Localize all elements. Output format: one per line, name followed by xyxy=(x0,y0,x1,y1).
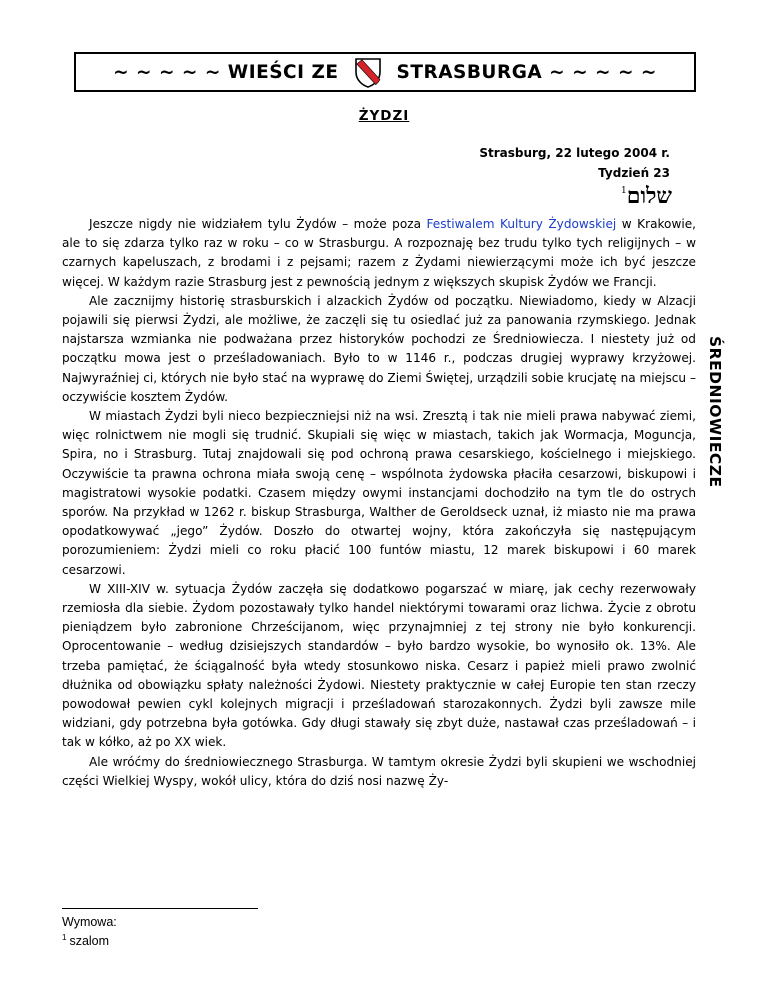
footnote-label: Wymowa: xyxy=(62,915,117,929)
paragraph: Ale wróćmy do średniowiecznego Strasburga. W tamtym okresie Żydzi byli skupieni we wschodniej części Wielkiej Wyspy, wokół ulicy, która do dziś nosi nazwę Ży- xyxy=(62,754,696,788)
hebrew-word: שלום xyxy=(626,183,672,209)
paragraph: Ale zacznijmy historię strasburskich i alzackich Żydów od początku. Niewiadomo, kiedy w Alzacji pojawili się pierwsi Żydzi, ale możliwe, że zaczęli się tu osiedlać już za panowania rzymskiego. Jednak najstarsza wzmianka nie podważana przez historyków pochodzi ze Średniowiecza. I niestety już od początku mowa jest o prześladowaniach. Było to w 1146 r., podczas drugiej wyprawy krzyżowej. Najwyraźniej ci, których nie było stać na wyprawę do Ziemi Świętej, urządzili sobie krucjatę na miejscu – oczywiście kosztem Żydów. xyxy=(62,293,696,404)
footnote-ref: 1 xyxy=(621,186,627,196)
article-body xyxy=(62,215,696,791)
footnote-number: 1 xyxy=(62,933,67,942)
paragraph: W XIII-XIV w. sytuacja Żydów zaczęła się dodatkowo pogarszać w miarę, jak cechy rezerwowały rzemiosła dla siebie. Żydom pozostawały tylko handel niektórymi towarami oraz lichwa. Życie z obrotu pieniądzem było zabronione Chrześcijanom, więc przynajmniej z tej strony nie było konkurencji. Oprocentowanie – według dzisiejszych standardów – było bardzo wysokie, bo wynosiło ok. 13%. Ale trzeba pamiętać, że ściągalność była wtedy stosunkowo niska. Cesarz i papież mieli prawo zwolnić dłużnika od obowiązku spłaty należności Żydowi. Niestety praktycznie w całej Europie ten stan rzeczy powodował pewien cykl kolejnych migracji i prześladowań starozakonnych. Żydzi byli zawsze mile widziani, gdy potrzebna była gotówka. Gdy długi stawały się zbyt duże, nastawał czas prześladowań – i tak w kółko, aż po XX wiek. xyxy=(62,581,696,750)
footnote-text: szalom xyxy=(69,934,110,949)
footnote-divider xyxy=(62,908,258,909)
masthead-left-text: ~ ~ ~ ~ ~ WIEŚCI ZE xyxy=(113,61,339,83)
paragraph xyxy=(62,215,696,292)
paragraph-text: w Krakowie, ale to się zdarza tylko raz w roku – co w Strasburgu. A rozpoznaję bez trudu tylko tych religijnych – w czarnych kapeluszach, z brodami i z pejsami; razem z Żydami niewierzącymi może ich być jeszcze więcej. W każdym razie Strasburg jest z pewnością jednym z większych skupisk Żydów we Francji. xyxy=(62,217,696,289)
dateline-place-date: Strasburg, 22 lutego 2004 r. xyxy=(479,146,670,160)
dateline xyxy=(479,143,670,183)
strasbourg-coat-of-arms-icon xyxy=(353,56,383,88)
dateline-week: Tydzień 23 xyxy=(598,166,670,180)
footnote-entry xyxy=(62,930,117,949)
paragraph: W miastach Żydzi byli nieco bezpieczniejsi niż na wsi. Zresztą i tak nie mieli prawa nabywać ziemi, więc rolnictwem nie mogli się trudnić. Skupiali się więc w miastach, takich jak Wormacja, Moguncja, Spira, no i Strasburg. Tutaj znajdowali się pod ochroną prawa cesarskiego, kościelnego i miejskiego. Oczywiście ta prawna ochrona miała swoją cenę – wspólnota żydowska płaciła cesarzowi, biskupowi i magistratowi wysokie podatki. Czasem między owymi instancjami dochodziło na tym tle do ostrych sporów. Na przykład w 1262 r. biskup Strasburga, Walther de Geroldseck uznał, iż miasto nie ma prawa opodatkowywać „jego” Żydów. Doszło do otwartej wojny, która zakończyła się następującym porozumieniem: Żydzi mieli co roku płacić 100 funtów miastu, 12 marek biskupowi i 60 marek cesarzowi. xyxy=(62,409,696,577)
footnote xyxy=(62,915,117,949)
masthead-right-text: STRASBURGA ~ ~ ~ ~ ~ xyxy=(396,61,657,83)
masthead xyxy=(74,52,696,92)
side-title: ŚREDNIOWIECZE xyxy=(706,336,724,488)
section-title: ŻYDZI xyxy=(358,108,410,124)
hebrew-greeting xyxy=(617,183,672,209)
festival-link[interactable]: Festiwalem Kultury Żydowskiej xyxy=(426,217,617,231)
paragraph-text: Jeszcze nigdy nie widziałem tylu Żydów – może poza xyxy=(89,217,427,231)
